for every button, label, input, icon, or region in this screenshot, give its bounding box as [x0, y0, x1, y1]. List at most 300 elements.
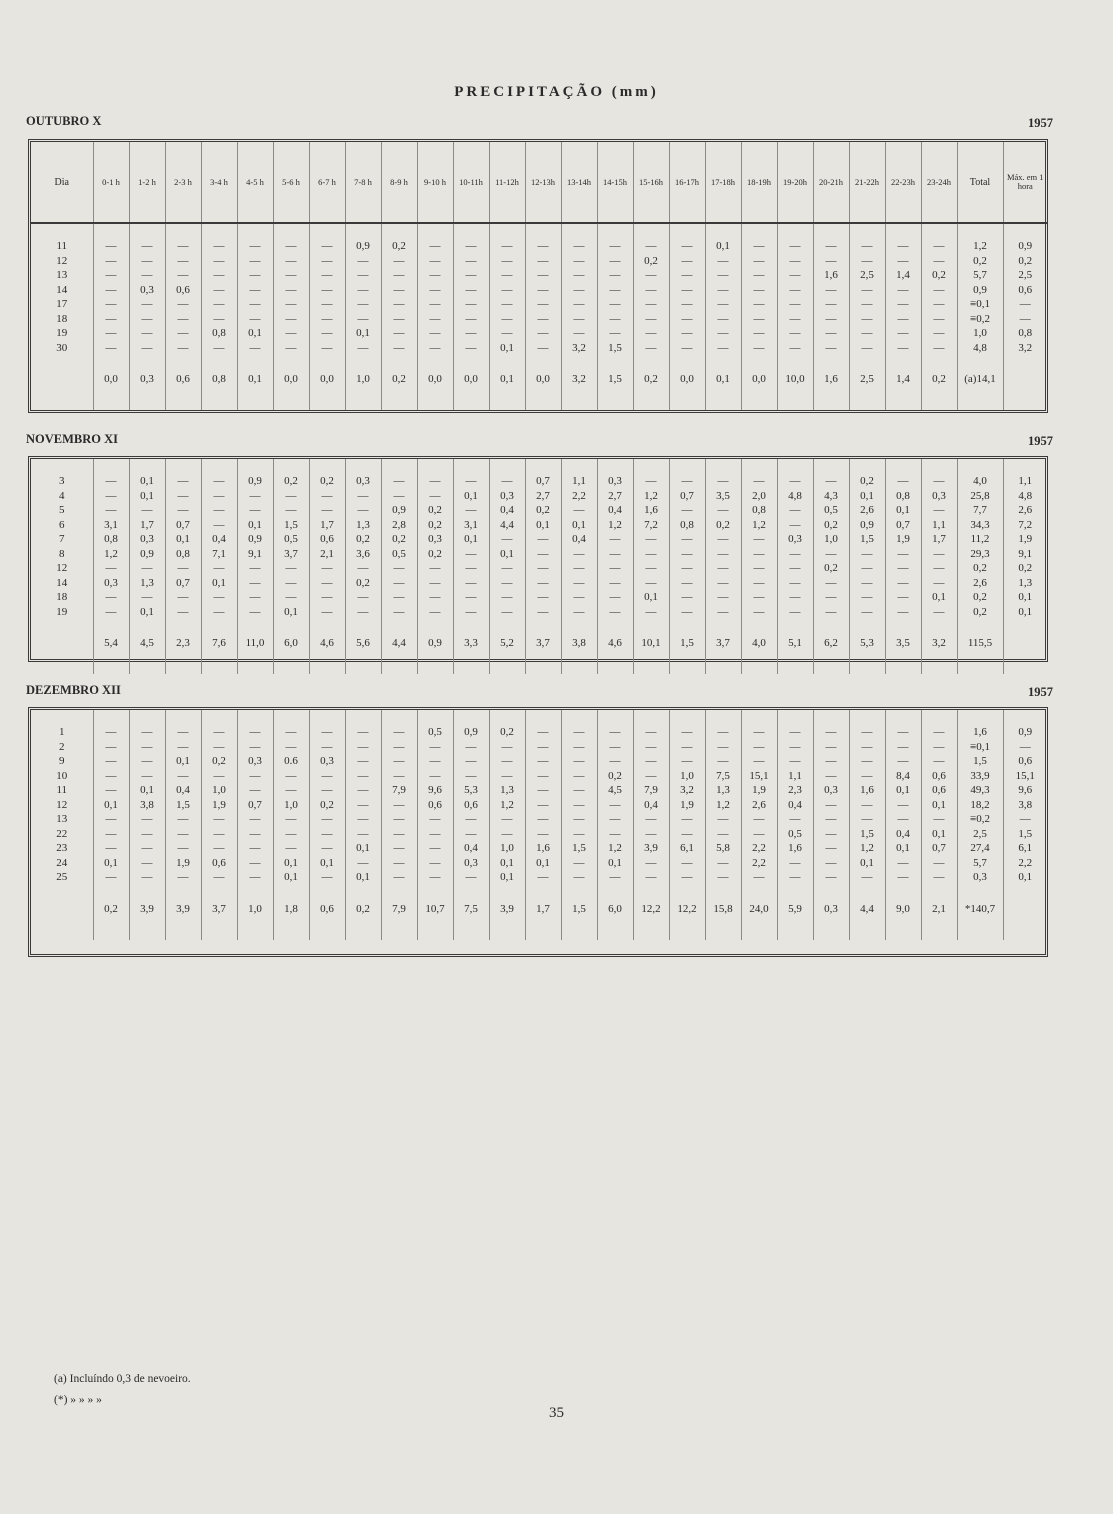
- hour-cell: 0,1: [93, 798, 129, 813]
- column-total: 0,2: [633, 370, 669, 388]
- hour-cell: —: [345, 798, 381, 813]
- max-cell: 9,1: [1003, 547, 1047, 562]
- hour-cell: 0,2: [921, 268, 957, 283]
- table-row: [31, 341, 1047, 356]
- hour-cell: —: [777, 283, 813, 298]
- hour-cell: 1,0: [669, 769, 705, 784]
- hour-cell: —: [705, 754, 741, 769]
- hour-cell: —: [417, 239, 453, 254]
- column-total: 0,0: [453, 370, 489, 388]
- hour-cell: 0,1: [705, 239, 741, 254]
- hour-cell: —: [885, 725, 921, 740]
- hour-cell: 2,3: [777, 783, 813, 798]
- hour-cell: —: [453, 503, 489, 518]
- hour-cell: —: [93, 769, 129, 784]
- hour-cell: —: [129, 827, 165, 842]
- total-cell: 5,7: [957, 268, 1003, 283]
- totals-row: [31, 634, 1047, 652]
- hour-cell: 0,1: [885, 841, 921, 856]
- column-total: 7,6: [201, 634, 237, 652]
- header-hour: 10-11h: [453, 142, 489, 223]
- hour-cell: —: [633, 740, 669, 755]
- hour-cell: 1,2: [705, 798, 741, 813]
- column-total: 4,6: [309, 634, 345, 652]
- table-row: [31, 239, 1047, 254]
- hour-cell: —: [561, 326, 597, 341]
- hour-cell: —: [345, 812, 381, 827]
- hour-cell: —: [813, 812, 849, 827]
- hour-cell: —: [885, 605, 921, 620]
- hour-cell: —: [201, 312, 237, 327]
- column-total: 3,9: [489, 900, 525, 918]
- hour-cell: —: [705, 856, 741, 871]
- column-total: 0,6: [165, 370, 201, 388]
- hour-cell: —: [273, 561, 309, 576]
- hour-cell: —: [597, 268, 633, 283]
- hour-cell: —: [561, 812, 597, 827]
- hour-cell: —: [309, 489, 345, 504]
- column-total: 6,0: [273, 634, 309, 652]
- header-hour: 19-20h: [777, 142, 813, 223]
- hour-cell: 0,7: [165, 576, 201, 591]
- total-cell: 0,2: [957, 561, 1003, 576]
- hour-cell: 0,6: [921, 769, 957, 784]
- precipitation-table: [31, 142, 1047, 410]
- hour-cell: —: [273, 590, 309, 605]
- day-cell: 7: [59, 533, 65, 545]
- hour-cell: —: [813, 341, 849, 356]
- hour-cell: —: [525, 547, 561, 562]
- hour-cell: —: [273, 341, 309, 356]
- hour-cell: —: [741, 254, 777, 269]
- hour-cell: —: [129, 812, 165, 827]
- hour-cell: 0,1: [525, 856, 561, 871]
- header-hour: 17-18h: [705, 142, 741, 223]
- hour-cell: —: [93, 740, 129, 755]
- column-total: 2,1: [921, 900, 957, 918]
- hour-cell: —: [201, 841, 237, 856]
- hour-cell: —: [777, 254, 813, 269]
- hour-cell: —: [93, 783, 129, 798]
- hour-cell: —: [453, 239, 489, 254]
- hour-cell: —: [489, 812, 525, 827]
- hour-cell: —: [921, 297, 957, 312]
- total-cell: 18,2: [957, 798, 1003, 813]
- hour-cell: —: [201, 827, 237, 842]
- hour-cell: —: [741, 740, 777, 755]
- hour-cell: —: [525, 812, 561, 827]
- hour-cell: —: [597, 547, 633, 562]
- hour-cell: —: [885, 297, 921, 312]
- hour-cell: —: [381, 798, 417, 813]
- max-cell: —: [1003, 740, 1047, 755]
- hour-cell: —: [633, 870, 669, 885]
- hour-cell: —: [489, 474, 525, 489]
- hour-cell: —: [921, 254, 957, 269]
- hour-cell: 0,2: [381, 239, 417, 254]
- hour-cell: —: [813, 754, 849, 769]
- hour-cell: —: [561, 561, 597, 576]
- column-total: 3,3: [453, 634, 489, 652]
- max-cell: 4,8: [1003, 489, 1047, 504]
- hour-cell: —: [705, 312, 741, 327]
- hour-cell: —: [309, 283, 345, 298]
- column-total: 3,8: [561, 634, 597, 652]
- hour-cell: 1,9: [201, 798, 237, 813]
- hour-cell: —: [597, 312, 633, 327]
- header-hour: 12-13h: [525, 142, 561, 223]
- column-total: 3,9: [129, 900, 165, 918]
- hour-cell: —: [561, 798, 597, 813]
- hour-cell: —: [525, 268, 561, 283]
- hour-cell: —: [309, 503, 345, 518]
- hour-cell: —: [813, 326, 849, 341]
- hour-cell: —: [489, 312, 525, 327]
- hour-cell: —: [165, 870, 201, 885]
- hour-cell: —: [417, 474, 453, 489]
- hour-cell: —: [489, 283, 525, 298]
- hour-cell: —: [273, 297, 309, 312]
- hour-cell: —: [813, 590, 849, 605]
- hour-cell: 1,0: [201, 783, 237, 798]
- column-total: 3,7: [705, 634, 741, 652]
- hour-cell: 1,3: [345, 518, 381, 533]
- hour-cell: —: [525, 590, 561, 605]
- hour-cell: —: [165, 827, 201, 842]
- hour-cell: —: [561, 268, 597, 283]
- hour-cell: 7,5: [705, 769, 741, 784]
- hour-cell: —: [597, 870, 633, 885]
- hour-cell: —: [453, 283, 489, 298]
- hour-cell: —: [777, 239, 813, 254]
- hour-cell: —: [633, 283, 669, 298]
- hour-cell: 1,2: [597, 518, 633, 533]
- total-cell: 5,7: [957, 856, 1003, 871]
- hour-cell: —: [417, 341, 453, 356]
- header-hour: 4-5 h: [237, 142, 273, 223]
- column-total: 15,8: [705, 900, 741, 918]
- hour-cell: —: [777, 856, 813, 871]
- hour-cell: —: [309, 239, 345, 254]
- hour-cell: 3,1: [453, 518, 489, 533]
- hour-cell: 0,2: [309, 798, 345, 813]
- table-row: [31, 605, 1047, 620]
- hour-cell: 0,1: [489, 547, 525, 562]
- header-total: Total: [957, 142, 1003, 223]
- hour-cell: —: [741, 561, 777, 576]
- hour-cell: —: [813, 283, 849, 298]
- hour-cell: 6,1: [669, 841, 705, 856]
- hour-cell: —: [849, 769, 885, 784]
- max-cell: 0,9: [1003, 725, 1047, 740]
- hour-cell: —: [561, 503, 597, 518]
- table-dezembro: [28, 707, 1048, 957]
- hour-cell: —: [669, 856, 705, 871]
- header-hour: 21-22h: [849, 142, 885, 223]
- column-total: 0,8: [201, 370, 237, 388]
- hour-cell: 7,9: [633, 783, 669, 798]
- hour-cell: —: [201, 725, 237, 740]
- hour-cell: —: [345, 489, 381, 504]
- column-total: 1,7: [525, 900, 561, 918]
- hour-cell: —: [849, 254, 885, 269]
- table-row: [31, 547, 1047, 562]
- hour-cell: —: [93, 326, 129, 341]
- header-hour: 2-3 h: [165, 142, 201, 223]
- hour-cell: —: [129, 590, 165, 605]
- table-row: [31, 590, 1047, 605]
- hour-cell: —: [525, 798, 561, 813]
- hour-cell: —: [741, 474, 777, 489]
- hour-cell: —: [921, 576, 957, 591]
- hour-cell: 0,1: [309, 856, 345, 871]
- total-cell: 0,9: [957, 283, 1003, 298]
- hour-cell: 2,1: [309, 547, 345, 562]
- hour-cell: —: [633, 812, 669, 827]
- hour-cell: —: [597, 827, 633, 842]
- hour-cell: 1,7: [921, 532, 957, 547]
- hour-cell: —: [633, 239, 669, 254]
- hour-cell: —: [381, 283, 417, 298]
- hour-cell: —: [489, 268, 525, 283]
- hour-cell: —: [417, 489, 453, 504]
- totals-row: [31, 900, 1047, 918]
- hour-cell: 1,3: [129, 576, 165, 591]
- hour-cell: —: [597, 812, 633, 827]
- hour-cell: —: [93, 812, 129, 827]
- hour-cell: —: [849, 605, 885, 620]
- hour-cell: 0,1: [561, 518, 597, 533]
- hour-cell: —: [129, 725, 165, 740]
- hour-cell: —: [669, 239, 705, 254]
- hour-cell: —: [237, 297, 273, 312]
- hour-cell: 0,2: [345, 532, 381, 547]
- hour-cell: 0,4: [165, 783, 201, 798]
- hour-cell: 4,8: [777, 489, 813, 504]
- hour-cell: —: [777, 590, 813, 605]
- hour-cell: —: [489, 297, 525, 312]
- hour-cell: —: [669, 547, 705, 562]
- hour-cell: —: [921, 754, 957, 769]
- hour-cell: —: [813, 297, 849, 312]
- total-cell: 0,2: [957, 254, 1003, 269]
- hour-cell: —: [813, 827, 849, 842]
- table-row: [31, 740, 1047, 755]
- hour-cell: —: [633, 547, 669, 562]
- hour-cell: —: [669, 725, 705, 740]
- hour-cell: —: [93, 341, 129, 356]
- hour-cell: 0,1: [129, 783, 165, 798]
- hour-cell: —: [489, 239, 525, 254]
- column-total: 9,0: [885, 900, 921, 918]
- hour-cell: 0,2: [417, 503, 453, 518]
- total-cell: 7,7: [957, 503, 1003, 518]
- hour-cell: 0,4: [561, 532, 597, 547]
- hour-cell: —: [525, 576, 561, 591]
- hour-cell: —: [885, 474, 921, 489]
- hour-cell: —: [885, 576, 921, 591]
- hour-cell: —: [489, 740, 525, 755]
- hour-cell: —: [525, 326, 561, 341]
- column-total: [1003, 900, 1047, 918]
- hour-cell: 0,8: [201, 326, 237, 341]
- hour-cell: —: [93, 239, 129, 254]
- day-cell: 23: [56, 842, 68, 854]
- hour-cell: 0,9: [381, 503, 417, 518]
- hour-cell: 0,2: [633, 254, 669, 269]
- hour-cell: —: [525, 561, 561, 576]
- column-total: 0,0: [741, 370, 777, 388]
- hour-cell: —: [921, 870, 957, 885]
- header-hour: 18-19h: [741, 142, 777, 223]
- hour-cell: 2,6: [849, 503, 885, 518]
- hour-cell: 0,3: [237, 754, 273, 769]
- column-total: 1,4: [885, 370, 921, 388]
- hour-cell: —: [237, 254, 273, 269]
- hour-cell: —: [525, 827, 561, 842]
- max-cell: 1,1: [1003, 474, 1047, 489]
- hour-cell: —: [597, 590, 633, 605]
- hour-cell: —: [273, 725, 309, 740]
- hour-cell: 3,9: [633, 841, 669, 856]
- table-row: [31, 783, 1047, 798]
- hour-cell: 0,6: [417, 798, 453, 813]
- hour-cell: —: [201, 474, 237, 489]
- column-total: 6,0: [597, 900, 633, 918]
- hour-cell: —: [777, 547, 813, 562]
- hour-cell: 0,7: [237, 798, 273, 813]
- total-cell: 0,2: [957, 590, 1003, 605]
- page-number: 35: [549, 1405, 564, 1421]
- column-total: 0,0: [669, 370, 705, 388]
- column-total: 12,2: [633, 900, 669, 918]
- table-row: [31, 489, 1047, 504]
- column-total: 0,2: [381, 370, 417, 388]
- hour-cell: —: [849, 576, 885, 591]
- hour-cell: —: [381, 341, 417, 356]
- column-total: 4,6: [597, 634, 633, 652]
- hour-cell: —: [561, 740, 597, 755]
- hour-cell: —: [345, 254, 381, 269]
- hour-cell: —: [165, 561, 201, 576]
- footnote-star: (*) » » » »: [54, 1394, 102, 1406]
- column-total: 10,7: [417, 900, 453, 918]
- hour-cell: 0,9: [237, 532, 273, 547]
- hour-cell: —: [417, 312, 453, 327]
- hour-cell: 4,5: [597, 783, 633, 798]
- day-cell: 18: [56, 591, 68, 603]
- column-total: 4,0: [741, 634, 777, 652]
- column-total: 3,7: [525, 634, 561, 652]
- hour-cell: —: [345, 740, 381, 755]
- hour-cell: 1,7: [309, 518, 345, 533]
- column-total: 4,4: [849, 900, 885, 918]
- hour-cell: 0,4: [633, 798, 669, 813]
- hour-cell: —: [597, 605, 633, 620]
- hour-cell: —: [129, 856, 165, 871]
- hour-cell: —: [237, 841, 273, 856]
- hour-cell: —: [129, 254, 165, 269]
- hour-cell: —: [849, 341, 885, 356]
- hour-cell: —: [705, 547, 741, 562]
- table-novembro: [28, 456, 1048, 662]
- hour-cell: —: [237, 740, 273, 755]
- table-row: [31, 576, 1047, 591]
- hour-cell: —: [165, 239, 201, 254]
- hour-cell: —: [381, 326, 417, 341]
- day-cell: 12: [56, 254, 68, 267]
- hour-cell: 0,1: [129, 489, 165, 504]
- hour-cell: —: [525, 341, 561, 356]
- hour-cell: —: [633, 605, 669, 620]
- table-row: [31, 561, 1047, 576]
- column-total: 0,3: [813, 900, 849, 918]
- hour-cell: 0,1: [345, 870, 381, 885]
- total-cell: 11,2: [957, 532, 1003, 547]
- hour-cell: 0,9: [453, 725, 489, 740]
- hour-cell: —: [417, 326, 453, 341]
- hour-cell: 1,6: [849, 783, 885, 798]
- hour-cell: —: [201, 239, 237, 254]
- hour-cell: —: [237, 725, 273, 740]
- hour-cell: —: [705, 561, 741, 576]
- hour-cell: —: [597, 725, 633, 740]
- hour-cell: 1,9: [165, 856, 201, 871]
- hour-cell: —: [345, 297, 381, 312]
- column-total: 4,5: [129, 634, 165, 652]
- hour-cell: 1,2: [93, 547, 129, 562]
- column-total: 7,9: [381, 900, 417, 918]
- header-hour: 7-8 h: [345, 142, 381, 223]
- hour-cell: —: [309, 576, 345, 591]
- hour-cell: 1,3: [489, 783, 525, 798]
- hour-cell: —: [129, 297, 165, 312]
- column-total: 3,2: [921, 634, 957, 652]
- hour-cell: —: [921, 239, 957, 254]
- hour-cell: 2,7: [597, 489, 633, 504]
- hour-cell: 4,3: [813, 489, 849, 504]
- hour-cell: —: [669, 576, 705, 591]
- hour-cell: —: [93, 841, 129, 856]
- hour-cell: 2,2: [741, 841, 777, 856]
- column-total: [1003, 370, 1047, 388]
- hour-cell: —: [237, 856, 273, 871]
- hour-cell: —: [561, 239, 597, 254]
- hour-cell: —: [849, 740, 885, 755]
- column-total: 1,5: [561, 900, 597, 918]
- column-total: 0,0: [417, 370, 453, 388]
- hour-cell: —: [309, 561, 345, 576]
- max-cell: 15,1: [1003, 769, 1047, 784]
- column-total: 5,9: [777, 900, 813, 918]
- hour-cell: 0,1: [165, 532, 201, 547]
- hour-cell: —: [489, 254, 525, 269]
- hour-cell: 0,3: [921, 489, 957, 504]
- hour-cell: 2,2: [741, 856, 777, 871]
- hour-cell: —: [669, 312, 705, 327]
- hour-cell: —: [165, 312, 201, 327]
- hour-cell: 1,5: [165, 798, 201, 813]
- column-total: 12,2: [669, 900, 705, 918]
- hour-cell: —: [417, 297, 453, 312]
- hour-cell: —: [597, 254, 633, 269]
- precipitation-table: [31, 459, 1047, 674]
- hour-cell: 0,1: [237, 518, 273, 533]
- day-cell: 10: [56, 769, 68, 782]
- hour-cell: —: [165, 268, 201, 283]
- hour-cell: 1,9: [669, 798, 705, 813]
- hour-cell: 0,2: [417, 547, 453, 562]
